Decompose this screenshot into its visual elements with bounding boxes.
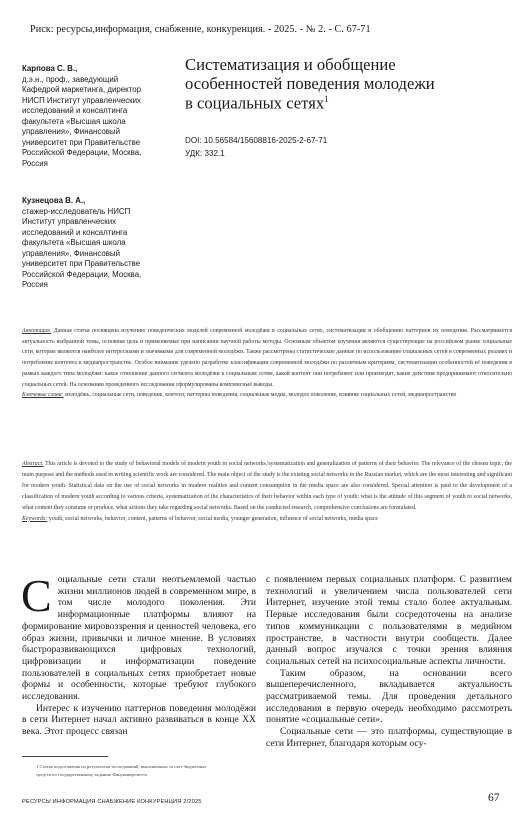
body-paragraph: Интерес к изучению паттернов поведения молодёжи в сети Интернет начал активно развиваться в конце XX века. Этот процесс связан (22, 702, 256, 738)
author-affiliation-line: д.э.н., проф., заведующий (22, 74, 119, 84)
article-title (185, 56, 515, 113)
footer-journal-name: РЕСУРСЫ ИНФОРМАЦИЯ СНАБЖЕНИЕ КОНКУРЕНЦИЯ 2/2025 (22, 799, 202, 805)
body-paragraph: Социальные сети — это платформы, существующие в сети Интернет, благодаря которым осу- (266, 726, 512, 749)
author-affiliation-line: Институт управленческих (22, 217, 117, 226)
author-affiliation-line: Россия (22, 280, 48, 289)
author-name: Карпова С. В., (22, 64, 78, 73)
footnote-line: средств по государственному заданию Финуниверситета (36, 771, 148, 777)
body-paragraph: с появлением первых социальных платформ. С развитием технологий и увеличением числа пользователей сети Интернет, изучение этой темы стало более актуальным. Первые исследования были сосредоточены на анализе типов коммуникации с пользователями в медийном пространстве, в частности внутри сообществ. Далее данный вопрос изучался с точки зрения влияния социальных сетей на психосоциальные аспекты личности. (266, 574, 512, 667)
author-affiliation-line: Российской Федерации, Москва, (22, 269, 142, 279)
drop-cap: С (21, 570, 52, 621)
keywords-text: youth, social networks, behavior, content, patterns of behavior, social media, younger generation, influence of social networks, media space (48, 515, 378, 522)
author-affiliation-line: стажер-исследователь НИСП (22, 206, 131, 216)
body-column-right (266, 574, 512, 750)
author-block (22, 64, 182, 169)
abstract-text: Данная статья посвящена изучению поведенческих моделей современной молодёжи в социальных сетях, систематизации и обобщению паттернов их поведения. Рассматривается актуальность выбранной темы, основная цель и применяемые при написании научной работы методы. Основным объектом изучения являются существующие на российском рынке социальные сети, которые являются наиболее интересными и значимыми для современной молодёжи. Также рассмотрены статистические данные по использованию социальных сетей в современных реалиях и потребление контента в медиапространстве. Особое внимание уделено разработке классификации современной молодёжи по различным критериям, систематизации особенностей её поведения в рамках каждого типа молодёжи: какое отношение данного сегмента молодёжи к социальным сетям, какой контент они потребляют или производят, какие действия предпринимают относительно социальных сетей. На основании проведенного исследования сформулированы комплексные выводы. (22, 328, 512, 388)
author-affiliation-line: факультета «Высшая школа (22, 238, 126, 247)
author-affiliation-line: исследований и консалтинга (22, 106, 128, 115)
abstract-label: Abstract. (22, 461, 44, 467)
abstract-en (22, 459, 512, 525)
article-doi: DOI: 10.56584/15608816-2025-2-67-71 (185, 136, 328, 145)
author-name: Кузнецова В. А., (22, 196, 86, 205)
title-line: особенностей поведения молодежи (185, 73, 435, 93)
author-affiliation-line: университет при Правительстве (22, 259, 141, 268)
body-paragraph-text: оциальные сети стали неотъемлемой частью жизни миллионов людей в современном мире, в том числе молодого поколения. Эти информационные платформы влияют на формирование мировоззрения и ценностей человека, его образ жизни, привычки и личное мнение. В условиях быстроразвивающихся цифровых технологий, цифровизации и информатизации поведение пользователей в социальных сетях приобретает новые формы и особенности, которые требуют глубокого исследования. (22, 574, 256, 703)
author-affiliation-line: НИСП Институт управленческих (22, 95, 141, 105)
author-block (22, 196, 182, 291)
header-citation: Риск: ресурсы,информация, снабжение, конкуренция. - 2025. - № 2. - С. 67-71 (30, 24, 371, 35)
body-paragraph (21, 570, 256, 703)
title-line: Систематизация и обобщение (185, 55, 396, 74)
author-affiliation-line: факультета «Высшая школа (22, 116, 126, 126)
author-affiliation-line: университет при Правительстве (22, 137, 141, 147)
author-affiliation-line: Российской Федерации, Москва, (22, 148, 142, 157)
abstract-ru (22, 326, 512, 401)
keywords-text: молодёжь, социальные сети, поведение, контент, паттерны поведения, социальные медиа, молодое поколение, влияние социальных сетей, медиапространство (65, 392, 457, 399)
keywords-label: Ключевые слова: (22, 392, 64, 399)
body-column-left (21, 570, 256, 738)
abstract-text: This article is devoted to the study of behavioral models of modern youth in social networks,'systematization and generalization of patterns of their behavior. The relevance of the chosen topic, the main purpose and the methods used in writing scientific work are considered. The main object of the study is the existing social networks in the Russian market, which are the most interesting and significant for modern youth. Statistical data on the use of social networks in modern realities and content consumption in the media space are also considered. Special attention is paid to the development of a classification of modern youth according to various criteria, systematization of the characteristics of their behavior within each type of youth: what is the attitude of this segment of youth to social networks, what content they consume or produce, what actions they take regarding social networks. Based on the conducted research, comprehensive conclusions are formulated. (22, 461, 512, 511)
title-footnote-mark: 1 (324, 93, 329, 104)
body-paragraph: Таким образом, на основании всего вышеперечисленного, вкладывается актуальность рассматриваемой темы. Для проведения детального исследования в первую очередь необходимо рассмотреть понятие «социальные сети». (266, 667, 512, 726)
keywords-label: Keywords: (22, 515, 48, 522)
title-line-text: в социальных сетях (185, 93, 325, 113)
page-number: 67 (488, 792, 500, 804)
footnote-divider (22, 756, 108, 757)
footnote (36, 763, 256, 779)
footnote-line: 1 Статья подготовлена по результатам исследований, выполненных за счет бюджетных (36, 764, 207, 769)
author-affiliation-line: управления», Финансовый (22, 127, 121, 136)
author-affiliation-line: исследований и консалтинга (22, 227, 128, 237)
abstract-label: Аннотация. (22, 328, 52, 334)
article-udk: УДК: 332.1 (185, 149, 225, 158)
title-line (185, 94, 515, 113)
author-affiliation-line: Россия (22, 158, 48, 168)
author-affiliation-line: управления», Финансовый (22, 248, 121, 258)
author-affiliation-line: Кафедрой маркетинга, директор (22, 85, 142, 94)
